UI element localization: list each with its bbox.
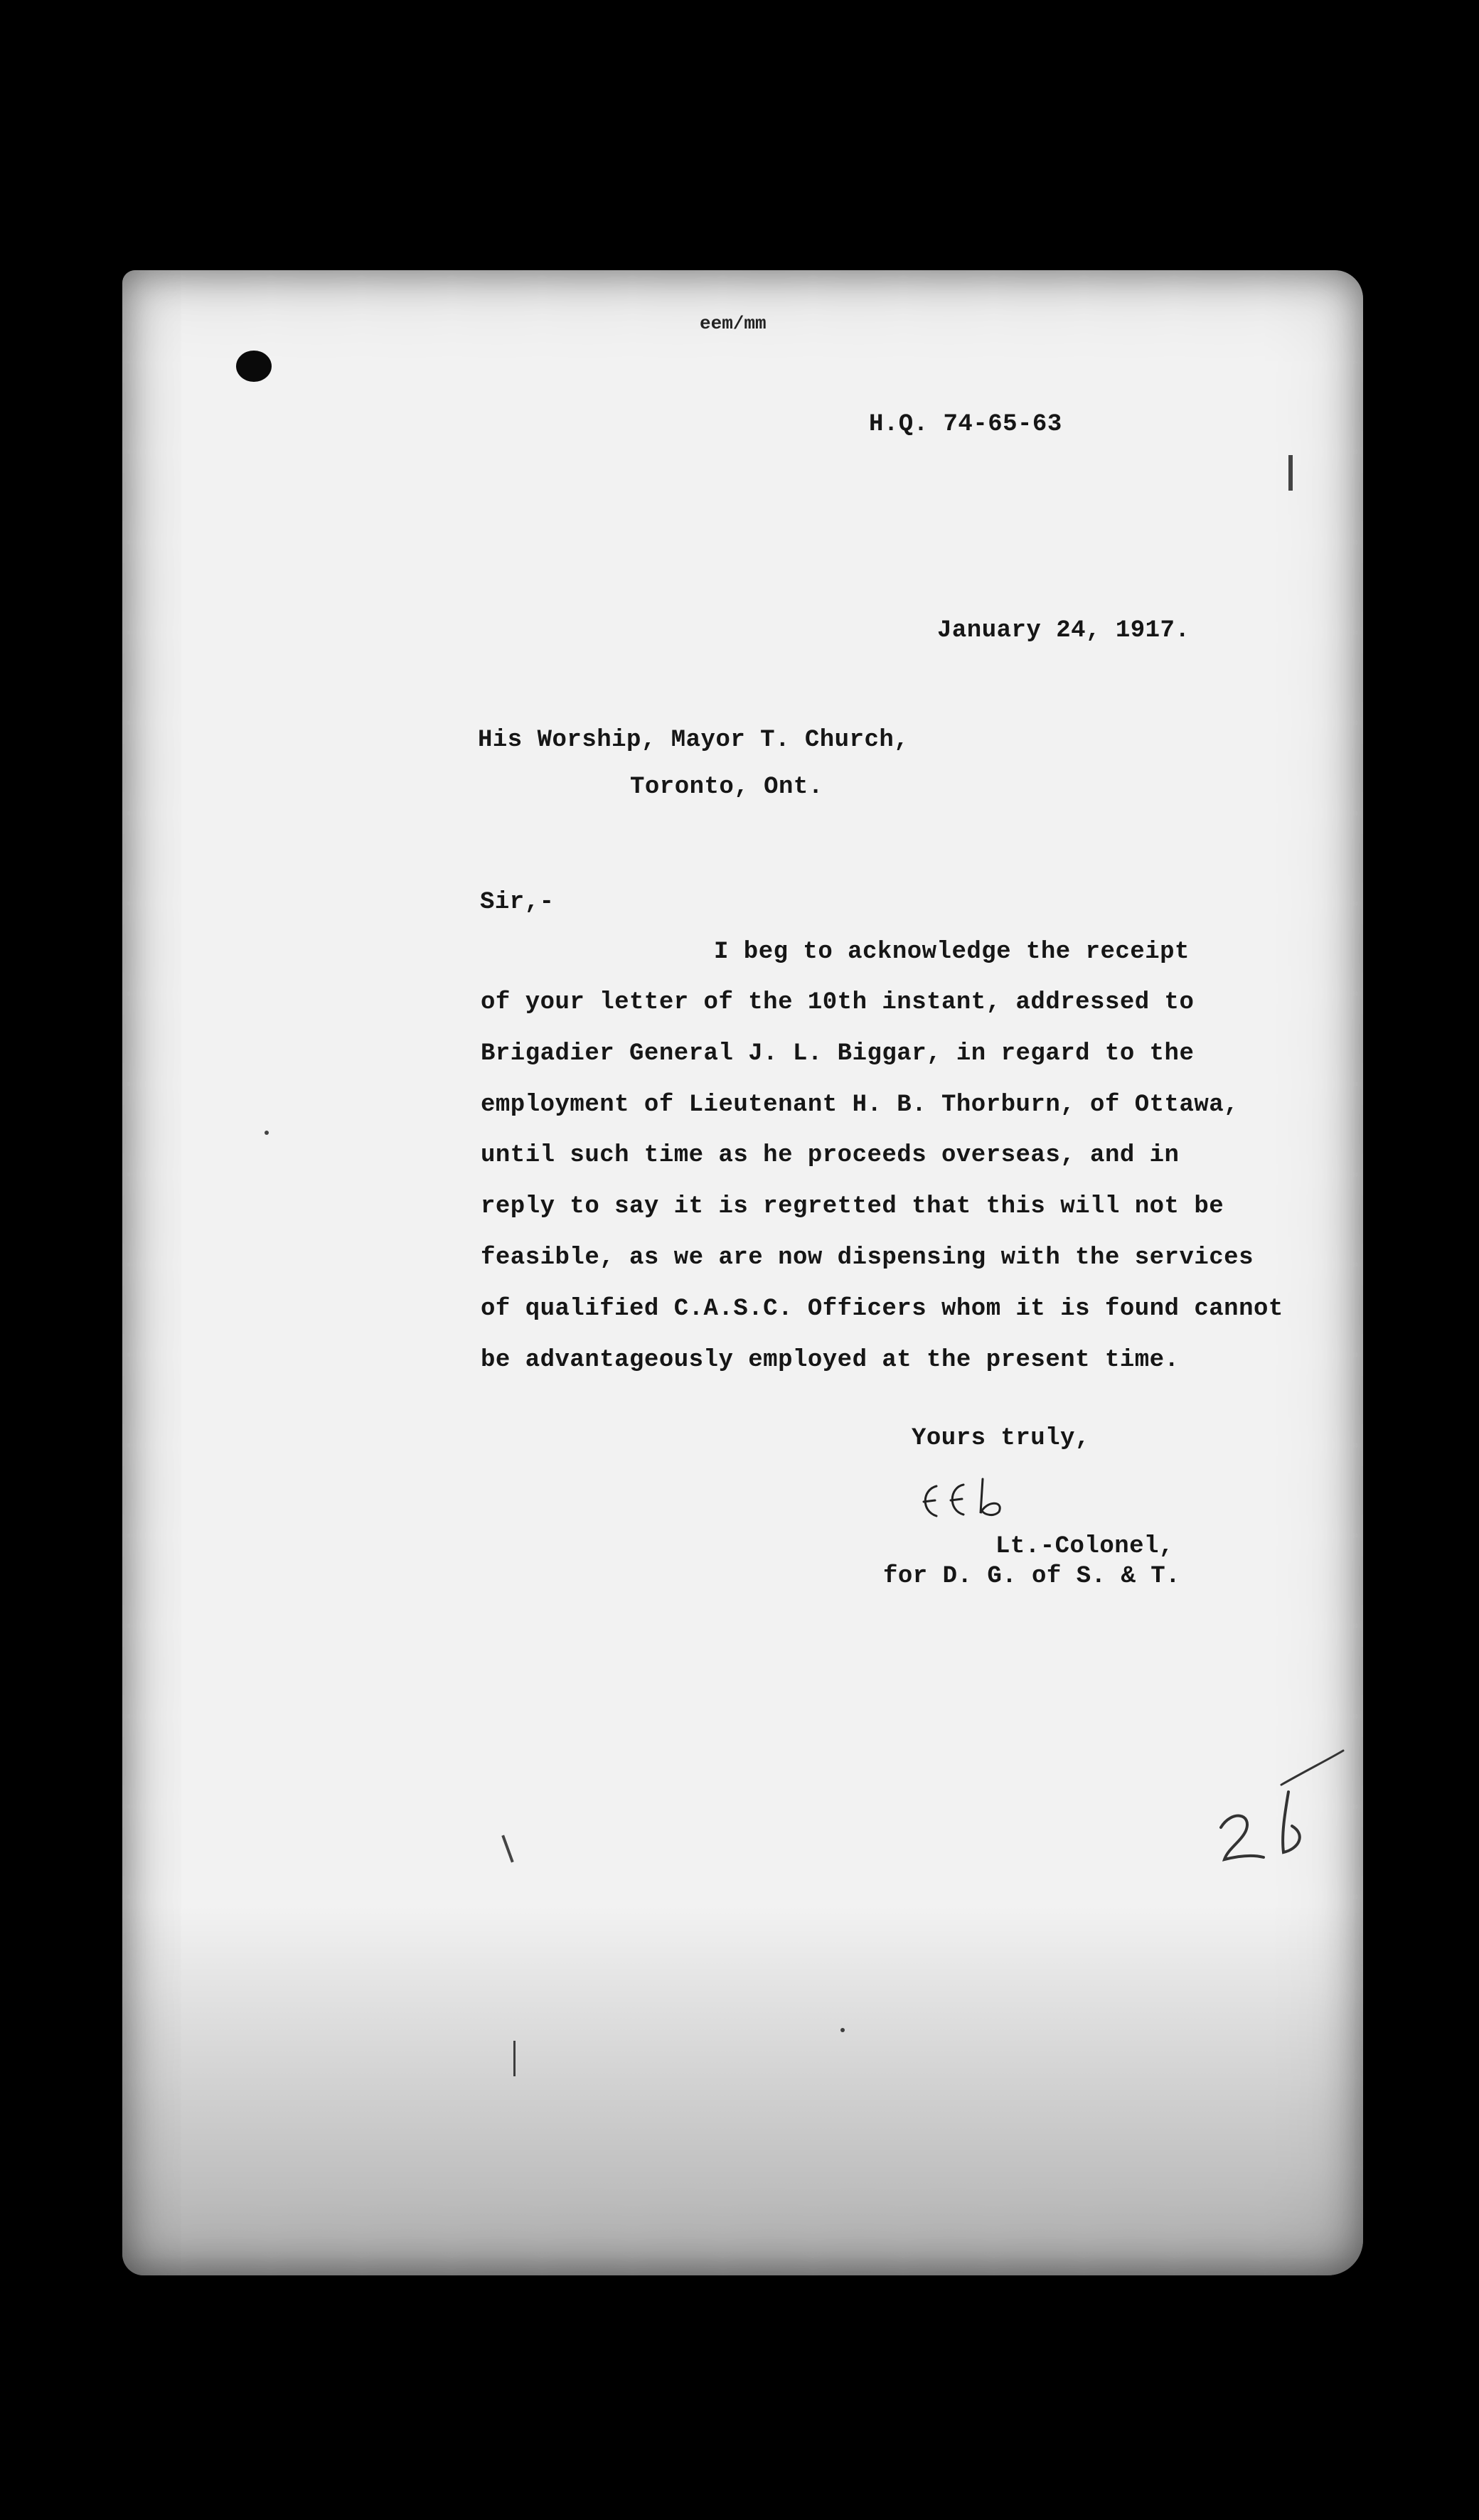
signatory-rank: Lt.-Colonel,: [995, 1533, 1174, 1560]
recipient-line-2: Toronto, Ont.: [630, 774, 823, 801]
body-line: feasible, as we are now dispensing with the services: [481, 1244, 1254, 1271]
closing: Yours truly,: [912, 1425, 1090, 1452]
punch-hole: [236, 351, 272, 382]
body-line: Brigadier General J. L. Biggar, in regard to the: [481, 1040, 1195, 1067]
paper-mark: [840, 2028, 845, 2032]
handwritten-page-number: [1214, 1742, 1349, 1884]
letter-sheet: [122, 270, 1363, 2275]
paper-mark: [1288, 455, 1293, 491]
paper-mark: [501, 1835, 513, 1863]
paper-mark: [265, 1131, 269, 1135]
body-line: of qualified C.A.S.C. Officers whom it is found cannot: [481, 1296, 1283, 1323]
signatory-for: for D. G. of S. & T.: [883, 1563, 1181, 1590]
reference-number: H.Q. 74-65-63: [869, 411, 1062, 438]
body-line: I beg to acknowledge the receipt: [714, 939, 1190, 966]
salutation: Sir,-: [480, 889, 555, 916]
body-line: of your letter of the 10th instant, addressed to: [481, 989, 1195, 1016]
body-line: reply to say it is regretted that this will not be: [481, 1193, 1224, 1220]
handwritten-signature: [915, 1472, 1022, 1529]
paper-mark: [513, 2041, 516, 2076]
body-line: be advantageously employed at the present time.: [481, 1347, 1180, 1374]
file-mark: eem/mm: [700, 313, 767, 334]
letter-date: January 24, 1917.: [937, 617, 1190, 644]
body-line: until such time as he proceeds overseas, and in: [481, 1142, 1180, 1169]
body-line: employment of Lieutenant H. B. Thorburn, of Ottawa,: [481, 1091, 1239, 1118]
recipient-line-1: His Worship, Mayor T. Church,: [478, 727, 909, 754]
